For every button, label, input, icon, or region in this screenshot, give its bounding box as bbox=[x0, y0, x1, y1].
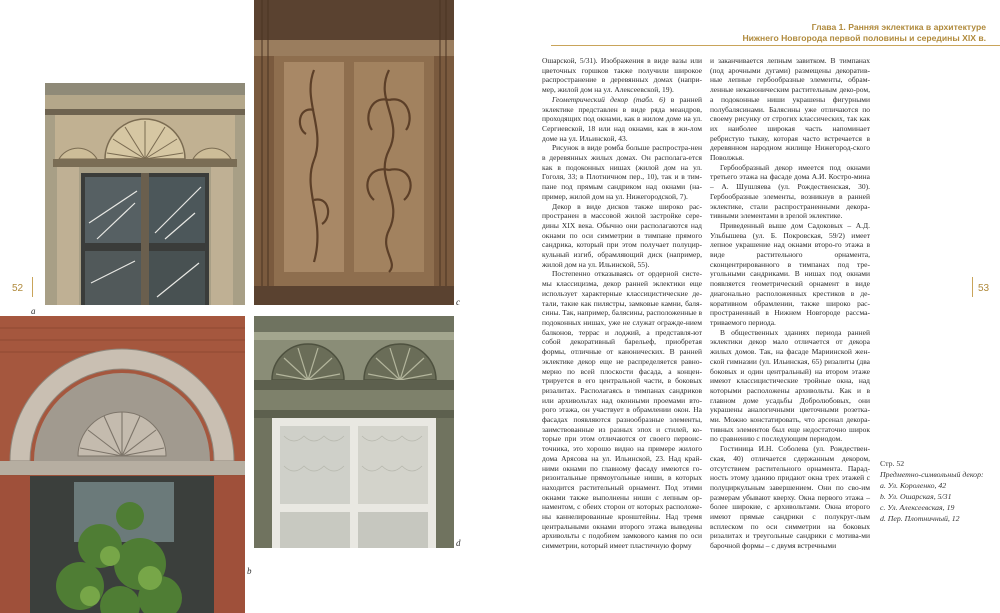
caption-item: b. Ул. Ошарская, 5/31 bbox=[880, 492, 952, 501]
text-column-1 bbox=[542, 56, 702, 551]
paragraph: Постепенно отказываясь от ордерной систе-мы классицизма, декор ранней эклектики еще использует характерные классицистические де-тали, такие как пилястры, замковые камни, баля-сины. Так, например, балясины, расположенные в подоконных нишах, уже не служат огражде-нием балконов, террас и лоджий, а представля-ют собой декоративный барельеф, приобретая формы, отличные от канонических. В ранней эклектике декор еще не распределяется равно-мерно по всей плоскости фасада, а концен-трируется в его центральной части, в боковых ризалитах. Располагаясь в тимпанах сандриков или архивольтах над оконными проемами вто-рого этажа, он участвует в обрамлении окон. На фасадах появляются разнообразные элементы, заимствованные из разных эпох и стилей, ко-торые при этом отличаются от своего первоис-точника, это хорошо видно на примере жилого дома Арясова на ул. Ильинской, 23. Над край-ними окнами по главному фасаду имеются го-ризонтальные прямоугольные ниши, в которых находится растительный орнамент. Под этими окнами также выполнены ниши с лепным ор-наментом, с обеих сторон от которых расположе-ны каннелированные кронштейны. Над тремя центральными окнами второго этажа выведены архивольты с подобием замкового камня по оси симметрии, который имеет пластичную форму bbox=[542, 269, 703, 551]
photo-label-c: c bbox=[456, 297, 460, 307]
caption-item: c. Ул. Алексеевская, 19 bbox=[880, 503, 955, 512]
header-rule bbox=[551, 45, 1000, 46]
running-head-line1: Глава 1. Ранняя эклектика в архитектуре bbox=[811, 22, 986, 32]
running-head-line2: Нижнего Новгорода первой половины и середины XIX в. bbox=[742, 33, 986, 43]
caption-subtitle: Предметно-символьный декор: bbox=[880, 470, 984, 479]
running-head bbox=[742, 22, 986, 44]
paragraph: Геометрический декор (табл. 6) в ранней эклектике представлен в виде ряда меандров, проходящих под окнами, как в жилом доме на ул. Сергиевской, 18 или над окнами, как в жи-лом доме на ул. Ильинской, 43. bbox=[542, 94, 702, 143]
caption-title: Стр. 52 bbox=[880, 459, 905, 468]
paragraph: Ошарской, 5/31). Изображения в виде вазы или цветочных горшков также получили широкое распространение в деревянных домах (напри-мер, жилой дом на ул. Алексеевской, 19). bbox=[542, 56, 702, 95]
page-number-right-rule bbox=[972, 277, 973, 297]
photo-label-b: b bbox=[247, 566, 252, 576]
photo-d bbox=[254, 316, 454, 548]
photo-c bbox=[254, 0, 454, 305]
page-number-left-rule bbox=[32, 277, 33, 297]
photo-label-d: d bbox=[456, 538, 461, 548]
caption-item: а. Ул. Короленко, 42 bbox=[880, 481, 947, 490]
photo-label-a: а bbox=[31, 306, 36, 316]
paragraph: Гербообразный декор имеется под окнами третьего этажа на фасаде дома А.И. Костро-мина – А. Шушляева (ул. Рождественская, 30). Гербообразные элементы, возникнув в ранней эклектике, стали распространенными декора-тивными элементами в зрелой эклектике. bbox=[710, 162, 870, 221]
paragraph: Гостиница И.Н. Соболева (ул. Рождествен-ская, 40) отличается сдержанным декором, отсутствием растительного орнамента. Парад-ность этому зданию придают окна трех этажей с полуциркульным завершением. Они по сво-им размерам убывают кверху. Окна первого этажа – более широкие, с архивольтами. Окна второго имеют прямые сандрики с полукруг-лым всплеском по оси симметрии на боковых ризалитах и треугольные сандрики с мотива-ми барочной формы – с двумя встречными bbox=[710, 444, 870, 551]
page-number-left: 52 bbox=[12, 283, 24, 294]
text-column-2 bbox=[710, 56, 870, 551]
paragraph: и заканчивается лепным завитком. В тимпанах (под арочными дугами) размещены декоратив-ные лепные гербообразные элементы, обрам-ленные неканоническим растительным деко-ром, а подоконные ниши украшены фигурными полубалясинами. Балясины уже отличаются по своему рисунку от строгих классических, так как их наиболее широкая часть напоминает ребристую тыкву, которая часто встречается в деревянном народном жилище Нижегород-ского Поволжья. bbox=[710, 56, 870, 163]
figure-caption bbox=[880, 458, 995, 524]
photo-a bbox=[45, 83, 245, 305]
paragraph: Декор в виде дисков также широко рас-пространен в массовой жилой застройке сере-дины XIX века. Обычно они располагаются над окнами по оси симметрии в тимпане прямого сандрика, который при этом получает полуцир-кульный изгиб, обрамляющий диск (например, жилой дом на ул. Ильинской, 55). bbox=[542, 201, 702, 269]
paragraph: Рисунок в виде ромба больше распростра-нен в деревянных жилых домах. Он располага-ется как в подоконных нишах (жилой дом на ул. Гоголя, 33; в Плотничном пер., 10), так и в тим-пане под прямым сандриком над окнами (на-пример, жилой дом на ул. Нижегородской, 7). bbox=[542, 143, 702, 201]
paragraph: Приведенный выше дом Садоковых – А.Д. Ульбышева (ул. Б. Покровская, 59/2) имеет лепное украшение над окнами второ-го этажа в виде растительного орнамента, сконцентрированного в тимпанах под тре-угольными сандриками. В нишах под окнами появляется геометрический орнамент в виде диагонально расположенных крестиков в де-коративном обрамлении, также широко рас-пространенный в Нижнем Новгороде рассма-триваемого периода. bbox=[710, 220, 870, 327]
photo-b bbox=[0, 316, 245, 613]
page-number-right: 53 bbox=[978, 283, 990, 294]
caption-item: d. Пер. Плотничный, 12 bbox=[880, 514, 960, 523]
paragraph: В общественных зданиях периода ранней эклектики декор мало отличается от декора жилых домов. Так, на фасаде Мариинской жен-ской гимназии (ул. Ильинская, 65) ризалиты (два боковых и один центральный) на втором этаже имеют классицистические тройные окна, над которыми расположены архивольты. Как и в главном доме усадьбы Добролюбовых, они украшены аналогичными цветочными розетка-ми. Можно констатировать, что арсенал декора-тивных элементов был еще недостаточно широк по сравнению с последующим периодом. bbox=[710, 327, 870, 444]
